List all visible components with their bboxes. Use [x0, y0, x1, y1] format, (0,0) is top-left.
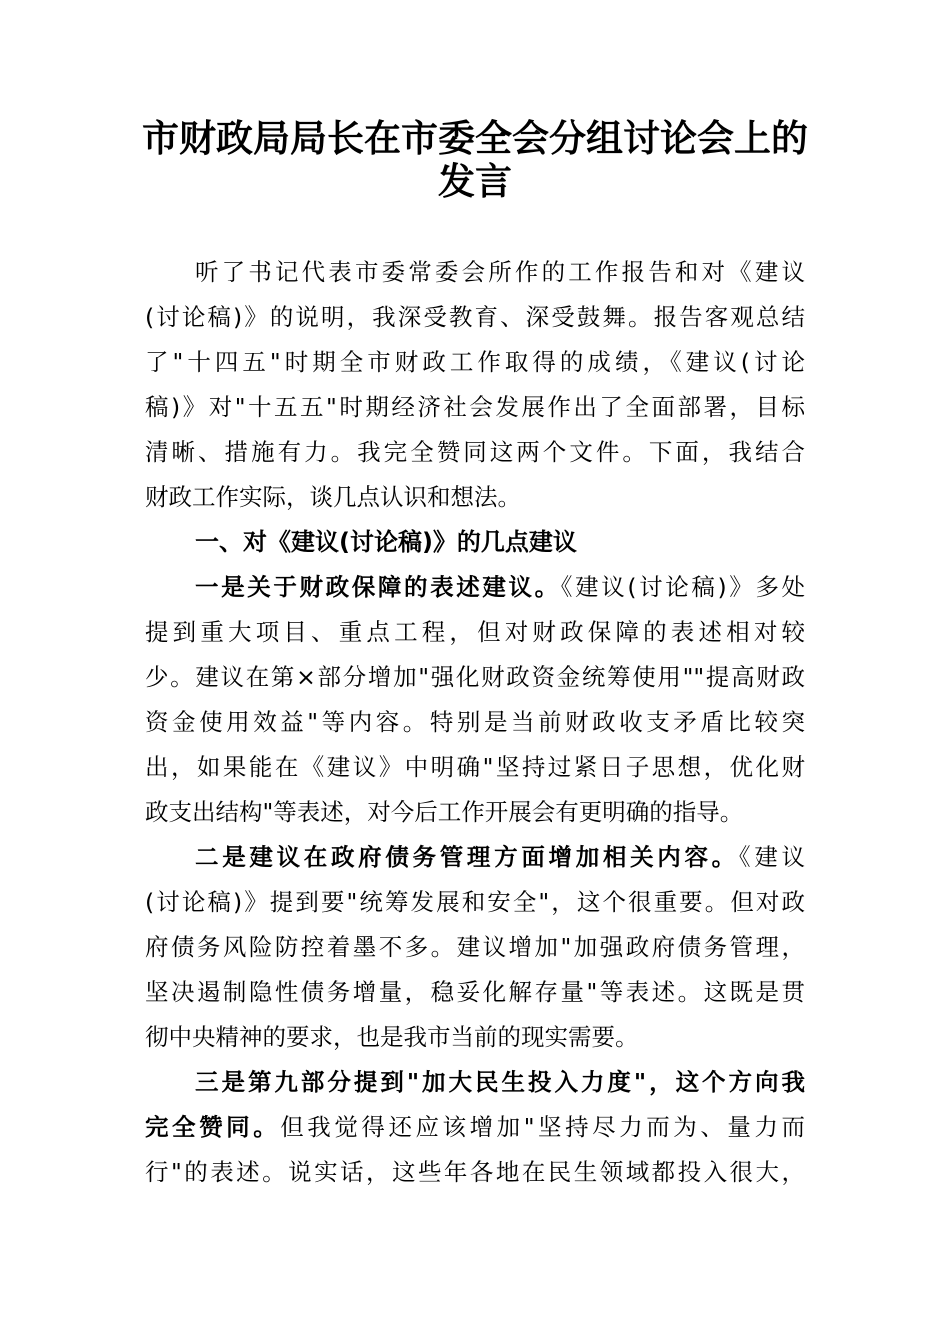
document-title-line-1: 市财政局局长在市委全会分组讨论会上的: [142, 116, 808, 160]
intro-line-3: 了"十四五"时期全市财政工作取得的成绩，《建议(讨论: [145, 348, 805, 376]
p2-line-2: (讨论稿)》提到要"统筹发展和安全"，这个很重要。但对政: [145, 888, 805, 916]
p2-line-1: [195, 842, 805, 872]
p1-line-2: 提到重大项目、重点工程，但对财政保障的表述相对较: [145, 618, 805, 646]
p3-line-3: 行"的表述。说实话，这些年各地在民生领域都投入很大，: [145, 1158, 805, 1186]
intro-line-6: 财政工作实际，谈几点认识和想法。: [145, 483, 521, 511]
document-title-line-2: 发言: [438, 159, 512, 203]
intro-line-1: 听了书记代表市委常委会所作的工作报告和对《建议: [195, 258, 805, 286]
p3-line-2-rest: 但我觉得还应该增加"坚持尽力而为、量力而: [280, 1113, 805, 1141]
p3-lead-end: 完全赞同。: [145, 1113, 281, 1141]
p3-line-2: [145, 1112, 805, 1142]
p1-line-5: 出，如果能在《建议》中明确"坚持过紧日子思想，优化财: [145, 753, 805, 781]
p2-line-1-rest: 《建议: [738, 843, 806, 871]
p1-line-3: 少。建议在第×部分增加"强化财政资金统筹使用""提高财政: [145, 663, 805, 691]
p1-line-4: 资金使用效益"等内容。特别是当前财政收支矛盾比较突: [145, 708, 805, 736]
p1-lead: 一是关于财政保障的表述建议。: [195, 573, 561, 601]
p1-line-1-rest: 《建议(讨论稿)》多处: [560, 573, 806, 601]
p2-line-4: 坚决遏制隐性债务增量，稳妥化解存量"等表述。这既是贯: [145, 978, 805, 1006]
intro-line-4: 稿)》对"十五五"时期经济社会发展作出了全面部署，目标: [145, 393, 805, 421]
p1-line-6: 政支出结构"等表述，对今后工作开展会有更明确的指导。: [145, 798, 744, 826]
p3-line-1: 三是第九部分提到"加大民生投入力度"，这个方向我: [195, 1068, 805, 1096]
p1-line-1: [195, 572, 805, 602]
section-1-heading: 一、对《建议(讨论稿)》的几点建议: [195, 528, 577, 556]
p2-line-5: 彻中央精神的要求，也是我市当前的现实需要。: [145, 1023, 639, 1051]
intro-line-2: (讨论稿)》的说明，我深受教育、深受鼓舞。报告客观总结: [145, 303, 805, 331]
p2-lead: 二是建议在政府债务管理方面增加相关内容。: [195, 843, 739, 871]
p2-line-3: 府债务风险防控着墨不多。建议增加"加强政府债务管理，: [145, 933, 805, 961]
intro-line-5: 清晰、措施有力。我完全赞同这两个文件。下面，我结合: [145, 438, 805, 466]
